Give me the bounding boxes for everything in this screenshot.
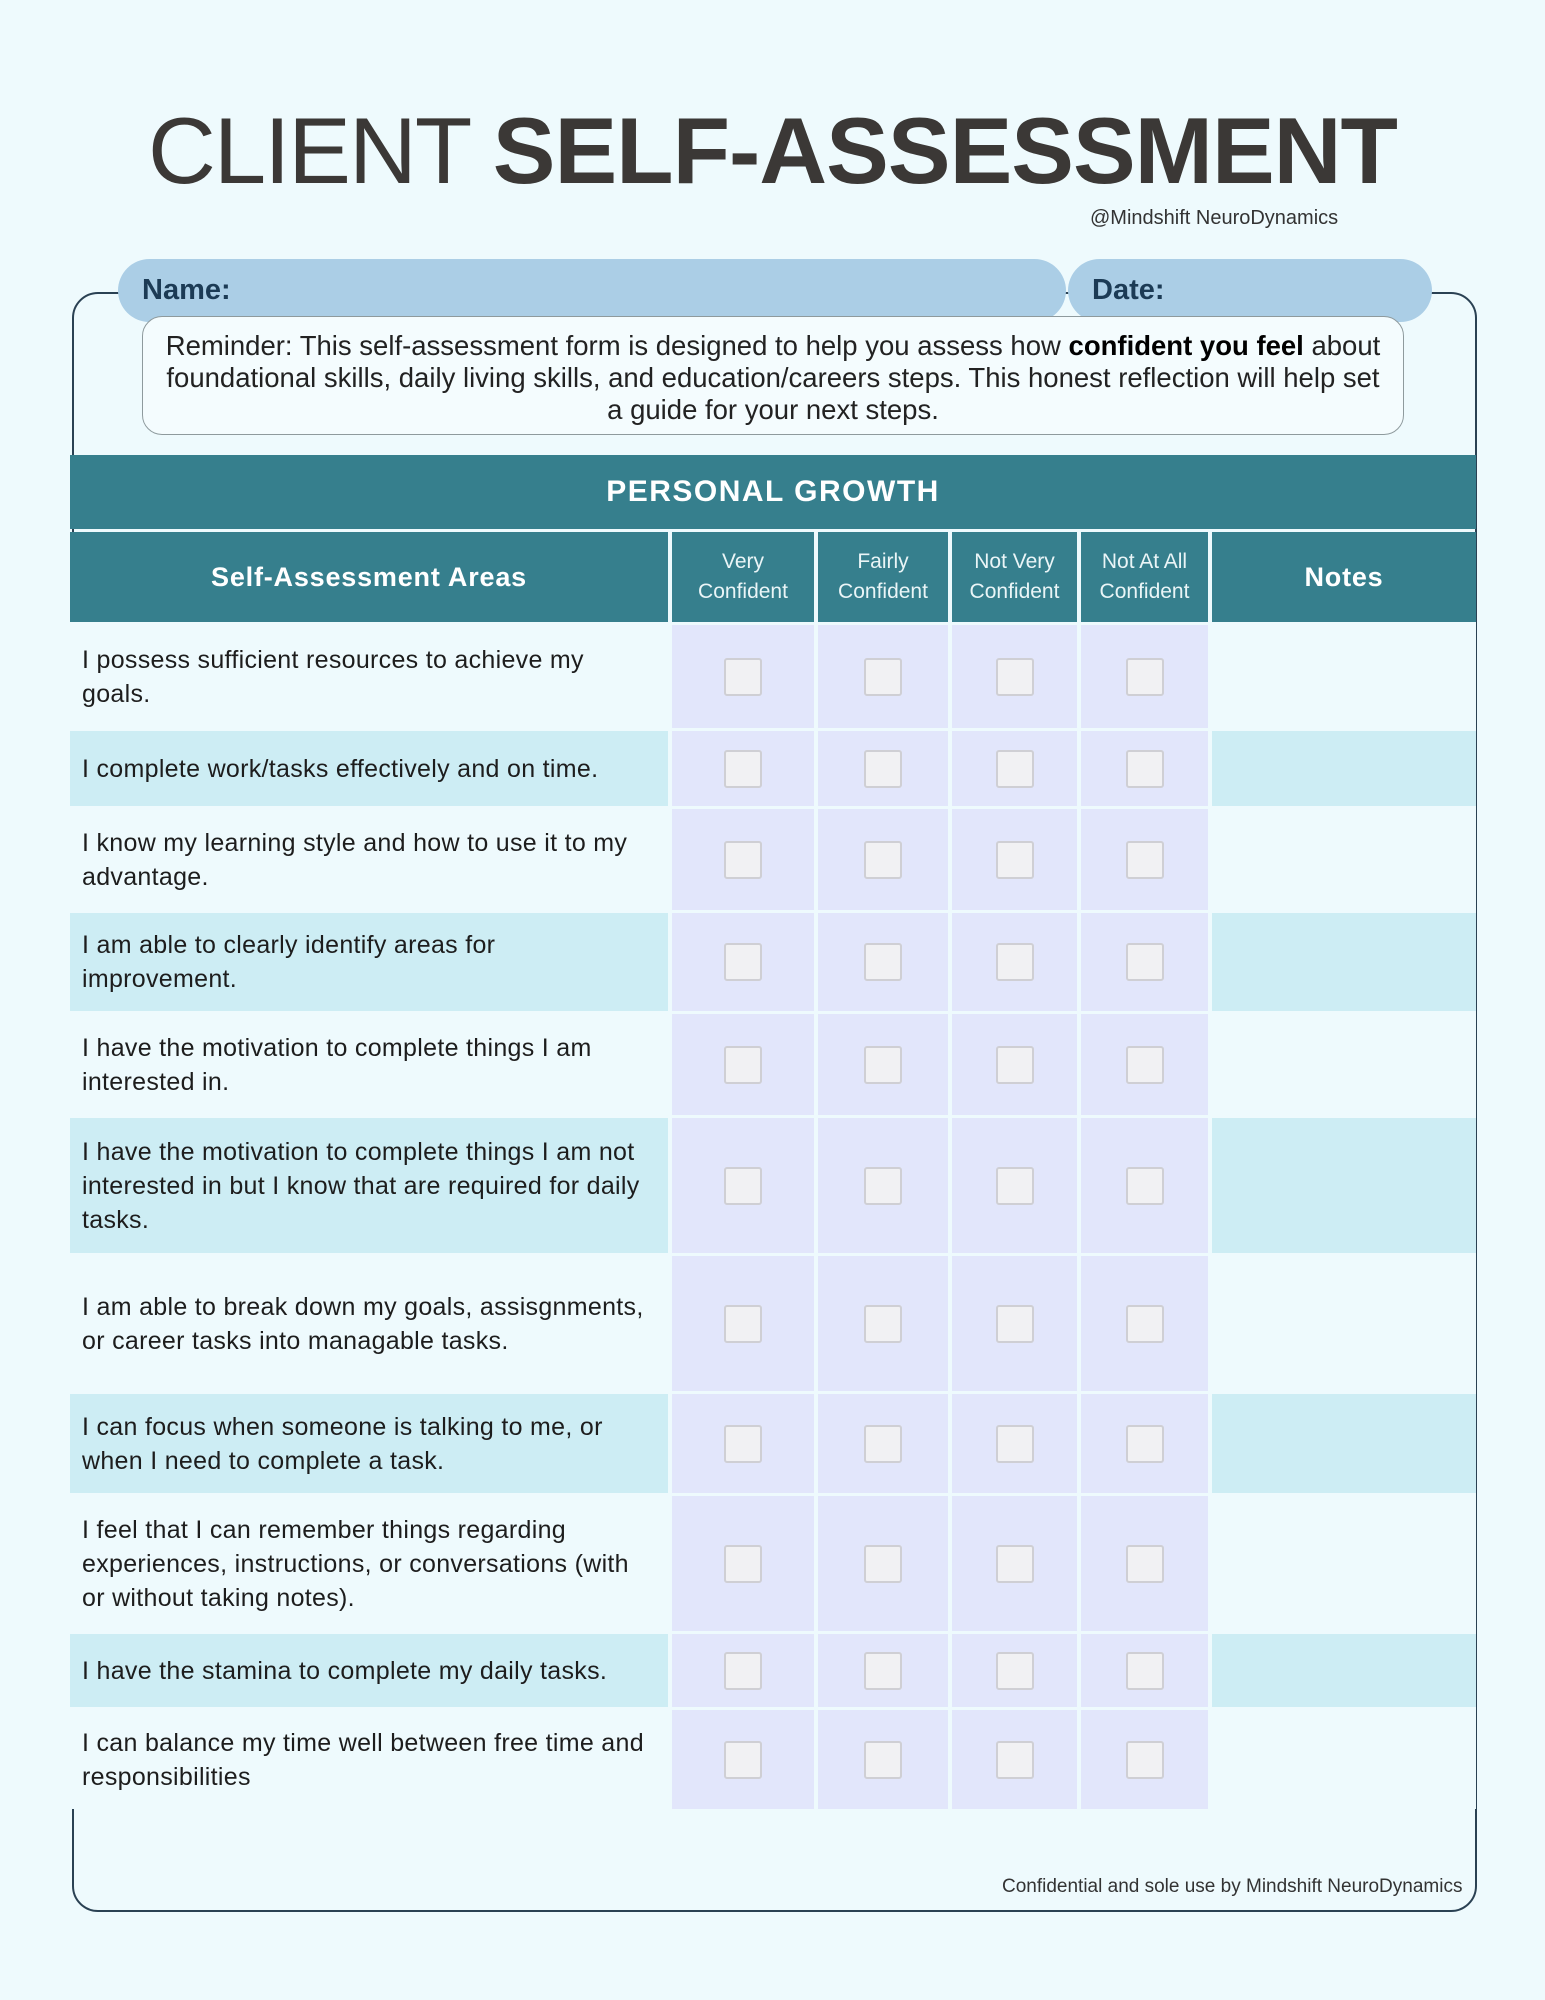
checkbox-cell bbox=[952, 1496, 1077, 1631]
row-statement: I am able to clearly identify areas for improvement. bbox=[70, 913, 668, 1011]
checkbox-not-at-all-confident[interactable] bbox=[1126, 1652, 1164, 1690]
checkbox-cell bbox=[1081, 1118, 1208, 1253]
checkbox-very-confident[interactable] bbox=[724, 1741, 762, 1779]
checkbox-cell bbox=[672, 1256, 814, 1391]
checkbox-cell bbox=[672, 1496, 814, 1631]
checkbox-not-at-all-confident[interactable] bbox=[1126, 1046, 1164, 1084]
row-statement: I complete work/tasks effectively and on time. bbox=[70, 731, 668, 806]
checkbox-fairly-confident[interactable] bbox=[864, 943, 902, 981]
notes-cell[interactable] bbox=[1212, 1710, 1476, 1809]
table-row bbox=[70, 1011, 1476, 1115]
notes-cell[interactable] bbox=[1212, 1118, 1476, 1253]
checkbox-not-at-all-confident[interactable] bbox=[1126, 1167, 1164, 1205]
checkbox-cell bbox=[952, 1634, 1077, 1707]
table-row bbox=[70, 1115, 1476, 1253]
checkbox-cell bbox=[672, 625, 814, 728]
checkbox-cell bbox=[818, 1014, 948, 1115]
checkbox-cell bbox=[1081, 1256, 1208, 1391]
checkbox-cell bbox=[1081, 1634, 1208, 1707]
notes-cell[interactable] bbox=[1212, 1256, 1476, 1391]
checkbox-not-very-confident[interactable] bbox=[996, 1167, 1034, 1205]
checkbox-not-very-confident[interactable] bbox=[996, 1425, 1034, 1463]
checkbox-not-very-confident[interactable] bbox=[996, 841, 1034, 879]
checkbox-cell bbox=[1081, 1496, 1208, 1631]
checkbox-fairly-confident[interactable] bbox=[864, 1046, 902, 1084]
notes-cell[interactable] bbox=[1212, 625, 1476, 728]
checkbox-cell bbox=[818, 809, 948, 910]
checkbox-fairly-confident[interactable] bbox=[864, 841, 902, 879]
checkbox-not-at-all-confident[interactable] bbox=[1126, 658, 1164, 696]
table-row bbox=[70, 910, 1476, 1011]
checkbox-fairly-confident[interactable] bbox=[864, 750, 902, 788]
checkbox-not-very-confident[interactable] bbox=[996, 1652, 1034, 1690]
checkbox-not-at-all-confident[interactable] bbox=[1126, 1305, 1164, 1343]
checkbox-cell bbox=[818, 1394, 948, 1493]
checkbox-not-at-all-confident[interactable] bbox=[1126, 841, 1164, 879]
checkbox-cell bbox=[672, 1014, 814, 1115]
row-statement: I feel that I can remember things regarding experiences, instructions, or conversations (with or without taking notes). bbox=[70, 1496, 668, 1631]
header-line: Very bbox=[721, 550, 765, 573]
checkbox-not-at-all-confident[interactable] bbox=[1126, 1425, 1164, 1463]
table-row bbox=[70, 728, 1476, 806]
checkbox-cell bbox=[672, 1710, 814, 1809]
checkbox-fairly-confident[interactable] bbox=[864, 1425, 902, 1463]
header-line: Not Very bbox=[974, 550, 1055, 573]
brand-handle: @Mindshift NeuroDynamics bbox=[1090, 207, 1339, 229]
checkbox-cell bbox=[818, 625, 948, 728]
table-row bbox=[70, 1631, 1476, 1707]
footer-note: Confidential and sole use by Mindshift NeuroDynamics bbox=[1002, 1876, 1463, 1897]
header-line: Confident bbox=[838, 580, 928, 603]
name-label: Name: bbox=[142, 274, 231, 306]
checkbox-cell bbox=[672, 1394, 814, 1493]
table-row bbox=[70, 806, 1476, 910]
checkbox-cell bbox=[952, 1394, 1077, 1493]
name-field[interactable] bbox=[118, 259, 1066, 322]
table-row bbox=[70, 1493, 1476, 1631]
header-line: Fairly bbox=[857, 550, 909, 573]
checkbox-cell bbox=[952, 1014, 1077, 1115]
notes-cell[interactable] bbox=[1212, 809, 1476, 910]
checkbox-cell bbox=[1081, 731, 1208, 806]
checkbox-cell bbox=[672, 913, 814, 1011]
checkbox-cell bbox=[818, 1496, 948, 1631]
checkbox-not-very-confident[interactable] bbox=[996, 750, 1034, 788]
table-row bbox=[70, 1707, 1476, 1809]
column-header-not-very-confident bbox=[952, 532, 1077, 622]
row-statement: I have the motivation to complete things I am interested in. bbox=[70, 1014, 668, 1115]
checkbox-very-confident[interactable] bbox=[724, 750, 762, 788]
checkbox-fairly-confident[interactable] bbox=[864, 1305, 902, 1343]
assessment-table bbox=[70, 532, 1476, 1809]
checkbox-not-very-confident[interactable] bbox=[996, 1046, 1034, 1084]
checkbox-very-confident[interactable] bbox=[724, 1652, 762, 1690]
row-statement: I have the motivation to complete things I am not interested in but I know that are required for daily tasks. bbox=[70, 1118, 668, 1253]
checkbox-very-confident[interactable] bbox=[724, 658, 762, 696]
checkbox-very-confident[interactable] bbox=[724, 841, 762, 879]
checkbox-fairly-confident[interactable] bbox=[864, 1167, 902, 1205]
checkbox-cell bbox=[818, 1710, 948, 1809]
date-field[interactable] bbox=[1068, 259, 1432, 322]
checkbox-cell bbox=[818, 1256, 948, 1391]
header-line: Confident bbox=[969, 580, 1060, 603]
title-bold: SELF-ASSESSMENT bbox=[492, 98, 1397, 203]
checkbox-fairly-confident[interactable] bbox=[864, 1741, 902, 1779]
checkbox-cell bbox=[1081, 1014, 1208, 1115]
row-statement: I can balance my time well between free time and responsibilities bbox=[70, 1710, 668, 1809]
row-statement: I possess sufficient resources to achieve my goals. bbox=[70, 625, 668, 728]
checkbox-cell bbox=[1081, 625, 1208, 728]
row-statement: I am able to break down my goals, assisgnments, or career tasks into managable tasks. bbox=[70, 1256, 668, 1391]
checkbox-very-confident[interactable] bbox=[724, 1046, 762, 1084]
header-line: Confident bbox=[1099, 580, 1190, 603]
checkbox-cell bbox=[818, 1634, 948, 1707]
notes-cell[interactable] bbox=[1212, 731, 1476, 806]
notes-cell[interactable] bbox=[1212, 1496, 1476, 1631]
checkbox-fairly-confident[interactable] bbox=[864, 658, 902, 696]
section-title: PERSONAL GROWTH bbox=[70, 455, 1476, 529]
header-line: Confident bbox=[698, 580, 788, 603]
checkbox-cell bbox=[952, 625, 1077, 728]
row-statement: I know my learning style and how to use it to my advantage. bbox=[70, 809, 668, 910]
notes-cell[interactable] bbox=[1212, 1634, 1476, 1707]
checkbox-very-confident[interactable] bbox=[724, 1305, 762, 1343]
checkbox-cell bbox=[952, 1256, 1077, 1391]
row-statement: I have the stamina to complete my daily tasks. bbox=[70, 1634, 668, 1707]
checkbox-not-very-confident[interactable] bbox=[996, 943, 1034, 981]
checkbox-very-confident[interactable] bbox=[724, 1425, 762, 1463]
column-header-notes: Notes bbox=[1212, 532, 1476, 622]
notes-cell[interactable] bbox=[1212, 913, 1476, 1011]
checkbox-not-very-confident[interactable] bbox=[996, 1305, 1034, 1343]
checkbox-cell bbox=[672, 1118, 814, 1253]
title-light: CLIENT bbox=[148, 98, 469, 203]
checkbox-cell bbox=[1081, 809, 1208, 910]
reminder-text-before: Reminder: This self-assessment form is designed to help you assess how bbox=[165, 330, 1069, 361]
reminder-text-after: about foundational skills, daily living skills, and education/careers steps. This honest reflection will help set a guide for your next steps. bbox=[166, 330, 1381, 425]
notes-cell[interactable] bbox=[1212, 1014, 1476, 1115]
checkbox-cell bbox=[952, 731, 1077, 806]
page-title bbox=[0, 98, 1545, 203]
checkbox-not-at-all-confident[interactable] bbox=[1126, 1545, 1164, 1583]
column-header-very-confident bbox=[672, 532, 814, 622]
checkbox-cell bbox=[1081, 1394, 1208, 1493]
checkbox-very-confident[interactable] bbox=[724, 1545, 762, 1583]
checkbox-cell bbox=[952, 1118, 1077, 1253]
checkbox-not-very-confident[interactable] bbox=[996, 1545, 1034, 1583]
notes-cell[interactable] bbox=[1212, 1394, 1476, 1493]
checkbox-not-very-confident[interactable] bbox=[996, 1741, 1034, 1779]
checkbox-very-confident[interactable] bbox=[724, 943, 762, 981]
checkbox-not-very-confident[interactable] bbox=[996, 658, 1034, 696]
checkbox-cell bbox=[818, 1118, 948, 1253]
checkbox-not-at-all-confident[interactable] bbox=[1126, 750, 1164, 788]
reminder-box bbox=[142, 316, 1404, 435]
checkbox-fairly-confident[interactable] bbox=[864, 1652, 902, 1690]
checkbox-cell bbox=[672, 731, 814, 806]
checkbox-cell bbox=[818, 731, 948, 806]
table-row bbox=[70, 1391, 1476, 1493]
checkbox-cell bbox=[1081, 1710, 1208, 1809]
checkbox-not-at-all-confident[interactable] bbox=[1126, 943, 1164, 981]
row-statement: I can focus when someone is talking to me, or when I need to complete a task. bbox=[70, 1394, 668, 1493]
checkbox-cell bbox=[1081, 913, 1208, 1011]
table-row bbox=[70, 1253, 1476, 1391]
column-header-areas: Self-Assessment Areas bbox=[70, 532, 668, 622]
column-header-fairly-confident bbox=[818, 532, 948, 622]
checkbox-cell bbox=[952, 1710, 1077, 1809]
column-header-not-at-all-confident bbox=[1081, 532, 1208, 622]
checkbox-not-at-all-confident[interactable] bbox=[1126, 1741, 1164, 1779]
date-label: Date: bbox=[1092, 274, 1165, 306]
checkbox-cell bbox=[952, 809, 1077, 910]
checkbox-cell bbox=[672, 1634, 814, 1707]
checkbox-cell bbox=[952, 913, 1077, 1011]
table-row bbox=[70, 622, 1476, 728]
header-line: Not At All bbox=[1101, 550, 1188, 573]
checkbox-cell bbox=[672, 809, 814, 910]
checkbox-very-confident[interactable] bbox=[724, 1167, 762, 1205]
reminder-text-bold: confident you feel bbox=[1068, 330, 1304, 361]
checkbox-fairly-confident[interactable] bbox=[864, 1545, 902, 1583]
checkbox-cell bbox=[818, 913, 948, 1011]
